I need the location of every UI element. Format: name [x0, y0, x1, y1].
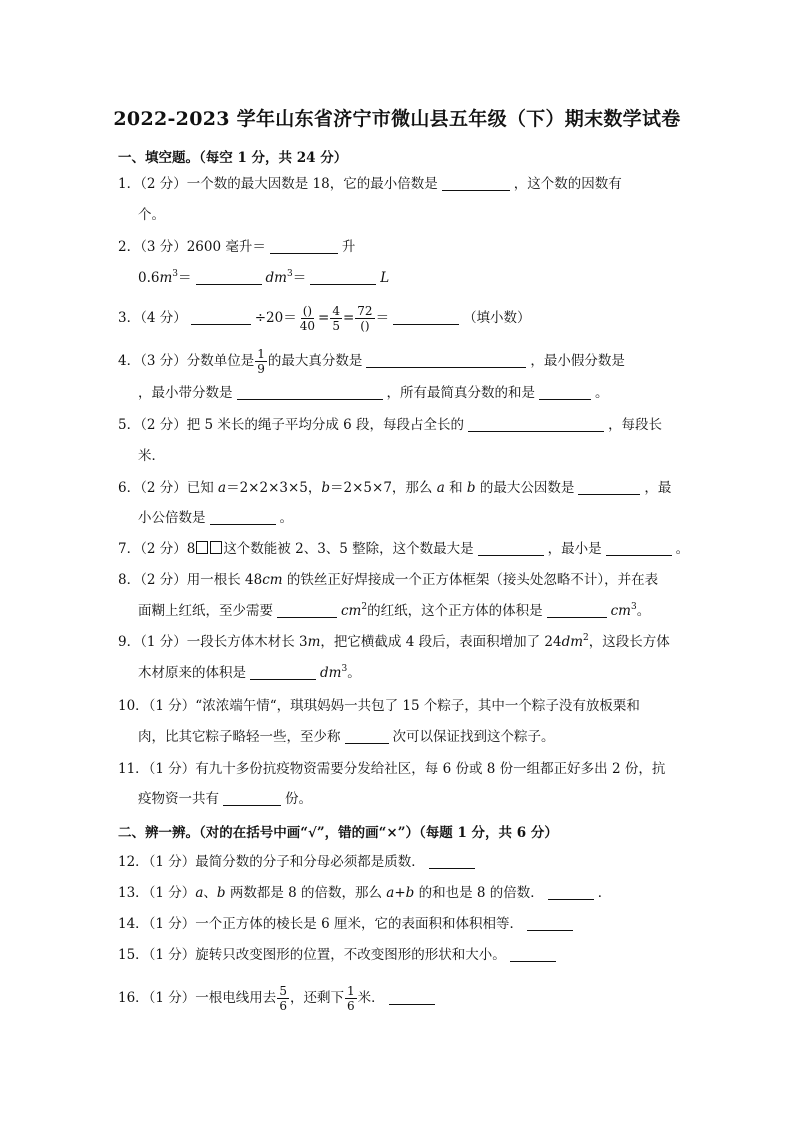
- question-6-text: 小公倍数是: [138, 510, 206, 526]
- question-11-text: 11．（1 分）有九十多份抗疫物资需要分发给社区，每 6 份或 8 份一组都正好多出 2 份，抗: [118, 761, 666, 777]
- unit-l: L: [380, 270, 390, 286]
- question-1-text: ，这个数的因数有: [513, 176, 622, 192]
- question-9: [118, 632, 670, 652]
- fraction-numerator: 72: [357, 304, 373, 318]
- unit-cm: cm: [610, 603, 631, 619]
- fraction: [277, 984, 289, 1013]
- variable-a: a: [218, 480, 227, 496]
- question-6-text: 和: [444, 480, 467, 496]
- question-8-text: 的红纸，这个正方体的体积是: [367, 603, 543, 619]
- answer-blank[interactable]: [442, 175, 510, 191]
- answer-blank[interactable]: [547, 602, 607, 618]
- question-13-text: 两数都是 8 的倍数，那么: [225, 885, 387, 901]
- answer-blank[interactable]: [366, 352, 526, 368]
- question-10-text: 肉，比其它粽子略轻一些，至少称: [138, 729, 341, 745]
- question-5-text: 5．（2 分）把 5 米长的绳子平均分成 6 段，每段占全长的: [118, 417, 465, 433]
- fraction-denominator: 6: [279, 999, 287, 1013]
- question-16-text: 米．: [357, 990, 385, 1006]
- question-2-continued: [138, 268, 389, 288]
- question-4-text: ，最小带分数是: [138, 385, 233, 401]
- unit-dm: dm: [265, 270, 287, 286]
- unit-m: m: [159, 270, 173, 286]
- question-12-text: 12．（1 分）最简分数的分子和分母必须都是质数．: [118, 854, 425, 870]
- question-11-text: 疫物资一共有: [138, 791, 219, 807]
- question-4-text: ，最小假分数是: [530, 353, 625, 369]
- question-10-text: 10．（1 分）“浓浓端午情“，琪琪妈妈一共包了 15 个粽子，其中一个粽子没有放板栗和: [118, 698, 640, 714]
- question-5-text: ，每段长: [608, 417, 663, 433]
- question-10: [118, 696, 640, 716]
- variable-a: a: [195, 885, 204, 901]
- question-4-text: ，所有最简真分数的和是: [386, 385, 535, 401]
- equals-sign: =: [318, 310, 330, 326]
- question-1-continued: [138, 205, 165, 225]
- exponent: 2: [583, 633, 589, 643]
- question-6-text: 的最大公因数是: [475, 480, 575, 496]
- question-11: [118, 759, 665, 779]
- answer-blank[interactable]: [223, 790, 281, 806]
- question-8-text: 面糊上红纸，至少需要: [138, 603, 273, 619]
- section-true-false-heading: 二、辨一辨。（对的在括号中画“√”，错的画“×”）（每题 1 分，共 6 分）: [118, 825, 558, 841]
- question-4: [118, 347, 625, 376]
- equals-sign: =: [342, 310, 355, 326]
- question-11-text: 份。: [285, 791, 312, 807]
- question-7-text: 7．（2 分）8: [118, 541, 196, 557]
- question-9-text: 9．（1 分）一段长方体木材长 3: [118, 634, 308, 650]
- unit-dm: dm: [561, 634, 584, 650]
- question-5-continued: [138, 446, 165, 466]
- fraction-denominator: 40: [299, 319, 316, 333]
- question-9-text: ，这段长方体: [588, 634, 670, 650]
- answer-blank[interactable]: [250, 664, 316, 680]
- question-8-text: 的铁丝正好焊接成一个正方体框架（接头处忽略不计），并在表: [282, 572, 659, 588]
- answer-blank[interactable]: [429, 853, 475, 869]
- variable-b: b: [216, 885, 226, 901]
- question-9-text: 。: [347, 665, 361, 681]
- answer-blank[interactable]: [277, 602, 337, 618]
- question-8: [118, 570, 658, 590]
- answer-blank[interactable]: [478, 540, 544, 556]
- exponent: 3: [341, 664, 348, 674]
- question-4-text: 4．（3 分）分数单位是: [118, 353, 255, 369]
- page-title: 2022-2023 学年山东省济宁市微山县五年级（下）期末数学试卷: [113, 108, 681, 130]
- question-16-text: ，还剩下: [289, 990, 344, 1006]
- digit-box[interactable]: [196, 541, 208, 554]
- question-2-text: ＝: [292, 270, 307, 286]
- question-16-text: 16．（1 分）一根电线用去: [118, 990, 277, 1006]
- question-2-text: 2．（3 分）2600 毫升＝: [118, 239, 266, 255]
- question-2-text: 升: [341, 239, 356, 255]
- fraction-denominator: 6: [346, 999, 355, 1013]
- question-5: [118, 415, 662, 435]
- unit-m: m: [307, 634, 321, 650]
- question-15-text: 15．（1 分）旋转只改变图形的位置，不改变图形的形状和大小。: [118, 947, 506, 963]
- fraction-numerator: 1: [257, 347, 265, 361]
- fraction-numerator: 1: [346, 984, 355, 998]
- fraction-denominator: 5: [332, 319, 340, 333]
- question-3-text: （填小数）: [463, 310, 531, 326]
- answer-blank[interactable]: [539, 384, 591, 400]
- question-2-text: 0.6: [138, 270, 160, 286]
- answer-blank[interactable]: [389, 989, 435, 1005]
- expression-a-plus-b: a+b: [386, 885, 415, 901]
- section-fill-in-heading: 一、填空题。（每空 1 分，共 24 分）: [118, 150, 348, 166]
- fraction-denominator: 9: [257, 362, 265, 376]
- question-9-text: ，把它横截成 4 段后，表面积增加了 24: [320, 634, 562, 650]
- answer-blank[interactable]: [210, 509, 276, 525]
- exponent: 3: [172, 269, 179, 279]
- question-3-text: 3．（4 分）: [118, 310, 187, 326]
- question-7: [118, 539, 689, 559]
- unit-dm: dm: [320, 665, 342, 681]
- question-6-text: 。: [279, 510, 293, 526]
- answer-blank[interactable]: [510, 946, 556, 962]
- answer-blank[interactable]: [310, 269, 376, 285]
- answer-blank[interactable]: [527, 915, 573, 931]
- exponent: 3: [286, 269, 293, 279]
- question-5-text: 米．: [138, 448, 165, 464]
- question-1: [118, 174, 622, 194]
- question-8-continued: [138, 601, 650, 621]
- question-6-continued: [138, 508, 293, 528]
- variable-a: a: [436, 480, 445, 496]
- question-11-continued: [138, 789, 312, 809]
- question-13: [118, 883, 611, 903]
- fraction: [345, 984, 357, 1013]
- question-9-text: 木材原来的体积是: [138, 665, 246, 681]
- exponent: 2: [361, 602, 368, 612]
- question-1-text: 1．（2 分）一个数的最大因数是 18，它的最小倍数是: [118, 176, 438, 192]
- answer-blank[interactable]: [578, 479, 640, 495]
- question-6: [118, 478, 671, 498]
- question-9-continued: [138, 663, 361, 683]
- equals-sign: ＝: [375, 310, 390, 326]
- fraction: [330, 304, 342, 333]
- question-12: [118, 852, 479, 872]
- answer-blank[interactable]: [548, 884, 594, 900]
- question-7-text: 这个数能被 2、3、5 整除，这个数最大是: [223, 541, 474, 557]
- answer-blank[interactable]: [196, 269, 262, 285]
- unit-cm: cm: [262, 572, 283, 588]
- question-6-text: ＝2×5×7，那么: [330, 480, 437, 496]
- fraction: [298, 304, 317, 333]
- question-3-text: ÷20＝: [254, 310, 297, 326]
- unit-cm: cm: [341, 603, 362, 619]
- answer-blank[interactable]: [345, 728, 389, 744]
- fraction-numerator: 5: [279, 984, 287, 998]
- question-14-text: 14．（1 分）一个正方体的棱长是 6 厘米，它的表面积和体积相等．: [118, 916, 523, 932]
- question-16: [118, 984, 439, 1013]
- fraction: [255, 347, 267, 376]
- question-14: [118, 914, 577, 934]
- answer-blank[interactable]: [393, 309, 459, 325]
- question-3: [118, 304, 531, 333]
- question-7-text: ，最小是: [547, 541, 602, 557]
- question-6-text: ＝2×2×3×5，: [226, 480, 322, 496]
- fraction: [355, 304, 374, 333]
- question-10-continued: [138, 727, 555, 747]
- answer-blank[interactable]: [237, 384, 383, 400]
- answer-blank[interactable]: [191, 309, 251, 325]
- question-10-text: 次可以保证找到这个粽子。: [392, 729, 555, 745]
- question-13-text: 、: [203, 885, 217, 901]
- question-1-text: 个。: [138, 207, 165, 223]
- fraction-denominator[interactable]: (): [360, 319, 370, 333]
- digit-box[interactable]: [210, 541, 222, 554]
- question-2-text: ＝: [178, 270, 192, 286]
- fraction-numerator[interactable]: (): [302, 304, 313, 318]
- question-4-text: 。: [595, 385, 609, 401]
- question-8-text: 。: [636, 603, 651, 619]
- question-6-text: ，最: [644, 480, 672, 496]
- answer-blank[interactable]: [270, 238, 338, 254]
- question-13-text: ．: [597, 885, 612, 901]
- question-13-text: 13．（1 分）: [118, 885, 196, 901]
- question-7-text: 。: [675, 541, 690, 557]
- question-15: [118, 945, 560, 965]
- variable-b: b: [321, 480, 331, 496]
- answer-blank[interactable]: [606, 540, 672, 556]
- question-4-continued: [138, 383, 609, 403]
- question-2: [118, 237, 355, 257]
- fraction-numerator: 4: [332, 304, 340, 318]
- answer-blank[interactable]: [468, 416, 604, 432]
- variable-b: b: [466, 480, 476, 496]
- question-4-text: 的最大真分数是: [267, 353, 363, 369]
- question-8-text: 8．（2 分）用一根长 48: [118, 572, 263, 588]
- question-6-text: 6．（2 分）已知: [118, 480, 219, 496]
- question-13-text: 的和也是 8 的倍数．: [414, 885, 544, 901]
- exponent: 3: [630, 602, 637, 612]
